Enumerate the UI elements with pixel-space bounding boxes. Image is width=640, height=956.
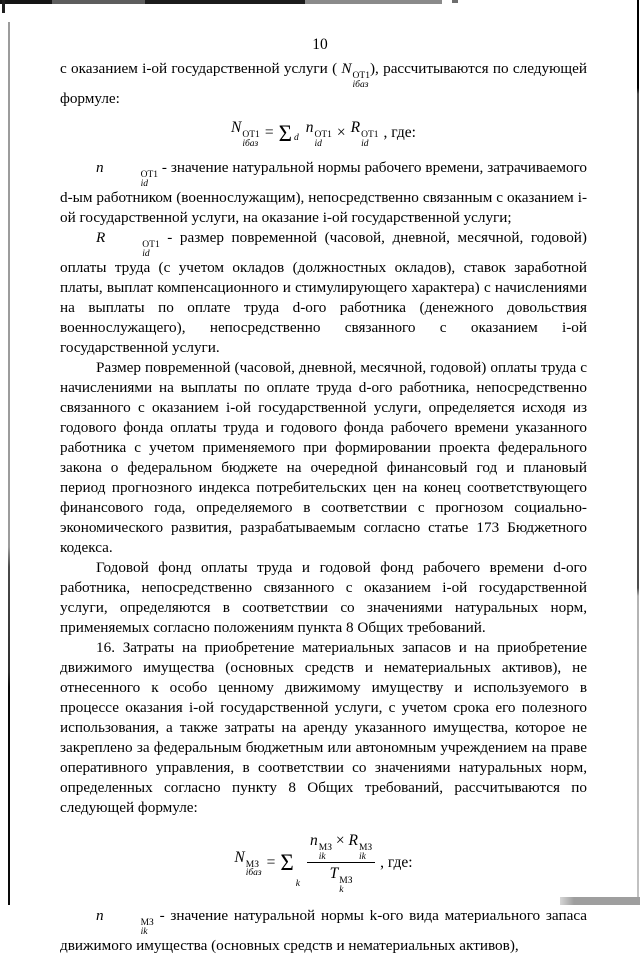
def-n-mz-text: - значение натуральной нормы k-ого вида материального запаса движимого имущества (основных средств и нематериальных активов),	[60, 907, 588, 954]
multiply-sign: ×	[335, 832, 345, 849]
paragraph-intro	[60, 59, 587, 109]
symbol-R-ot1: R ОТ1 id	[350, 119, 379, 149]
symbol-n-ot1: n ОТ1 id	[305, 119, 332, 149]
def-n-ot1-text: - значение натуральной нормы рабочего времени, затрачиваемого d-ым работником (военнослужащим), непосредственно связанным с оказанием i-ой государственной услуги, на оказание i-ой государственной услуги;	[60, 159, 587, 226]
intro-text-before: с оказанием i-ой государственной услуги (	[60, 60, 338, 77]
symbol-T-mz: T МЗ k	[329, 865, 353, 895]
sum-operator: Σ	[278, 120, 292, 146]
paragraph-def-n-mz	[60, 906, 587, 956]
where-label: , где:	[380, 853, 413, 871]
document-body	[0, 55, 640, 956]
symbol-N-ot1: N ОТ1 iбаз	[341, 60, 370, 90]
equals-sign: =	[266, 853, 276, 871]
symbol-R-mz: R МЗ ik	[348, 832, 373, 862]
multiply-sign: ×	[336, 124, 346, 141]
symbol-n-mz: n МЗ ik	[96, 907, 154, 937]
fraction	[307, 831, 375, 894]
formula-material-stock	[60, 831, 587, 894]
symbol-n-mz: n МЗ ik	[310, 832, 332, 862]
sum-index-k: k	[295, 879, 300, 889]
symbol-R-ot1: R ОТ1 id	[96, 229, 160, 259]
symbol-N-mz: N МЗ iбаз	[234, 848, 262, 878]
page-number: 10	[312, 36, 328, 53]
equals-sign: =	[264, 124, 274, 141]
sum-operator: Σ	[280, 850, 294, 875]
sum-index-d: d	[293, 133, 299, 143]
paragraph-item-16: 16. Затраты на приобретение материальных запасов и на приобретение движимого имущества (основных средств и нематериальных активов), не отнесенного к особо ценному движимому имуществу и используемого в процессе оказания i-ой государственной услуги, с учетом срока его полезного использования, а также затраты на аренду указанного имущества, которое не закреплено за федеральным бюджетным или автономным учреждением на праве оперативного управления, в соответствии со значениями натуральных норм, определенных согласно пункту 8 Общих требований, рассчитываются по следующей формуле:	[60, 639, 587, 816]
intro-text-after: ), рассчитываются по следующей формуле:	[60, 60, 587, 107]
paragraph-def-n-ot1	[60, 158, 587, 228]
def-R-ot1-text: - размер повременной (часовой, дневной, месячной, годовой) оплаты труда (с учетом окладов (должностных окладов), ставок заработной платы, выплат компенсационного и стимулирующего характера) с начислениями на выплаты по оплате труда d-ого работника (денежного довольствия военнослужащего), непосредственно связанного с оказанием i-ой государственной услуги.	[60, 229, 587, 356]
formula-labor-norm	[60, 118, 587, 148]
symbol-n-ot1: n ОТ1 id	[96, 159, 159, 189]
where-label: , где:	[383, 124, 416, 141]
symbol-N-ot1: N ОТ1 iбаз	[231, 119, 260, 149]
paragraph-razmer: Размер повременной (часовой, дневной, месячной, годовой) оплаты труда с начислениями на выплаты по оплате труда d-ого работника, непосредственно связанного с оказанием i-ой государственной услуги, определяется исходя из годового фонда оплаты труда и годового фонда рабочего времени указанного работника с учетом применяемого при формировании проекта федерального закона о федеральном бюджете на очередной финансовый год и плановый период прогнозного индекса потребительских цен на конец соответствующего финансового года, определяемого в соответствии с прогнозом социально-экономического развития, разрабатываемым согласно статье 173 Бюджетного кодекса.	[60, 359, 587, 556]
paragraph-godovoy-fond: Годовой фонд оплаты труда и годовой фонд рабочего времени d-ого работника, непосредственно связанного с оказанием i-ой государственной услуги, определяются в соответствии со значениями натуральных норм, применяемых согласно положениям пункта 8 Общих требований.	[60, 559, 587, 636]
paragraph-def-R-ot1	[60, 228, 587, 358]
